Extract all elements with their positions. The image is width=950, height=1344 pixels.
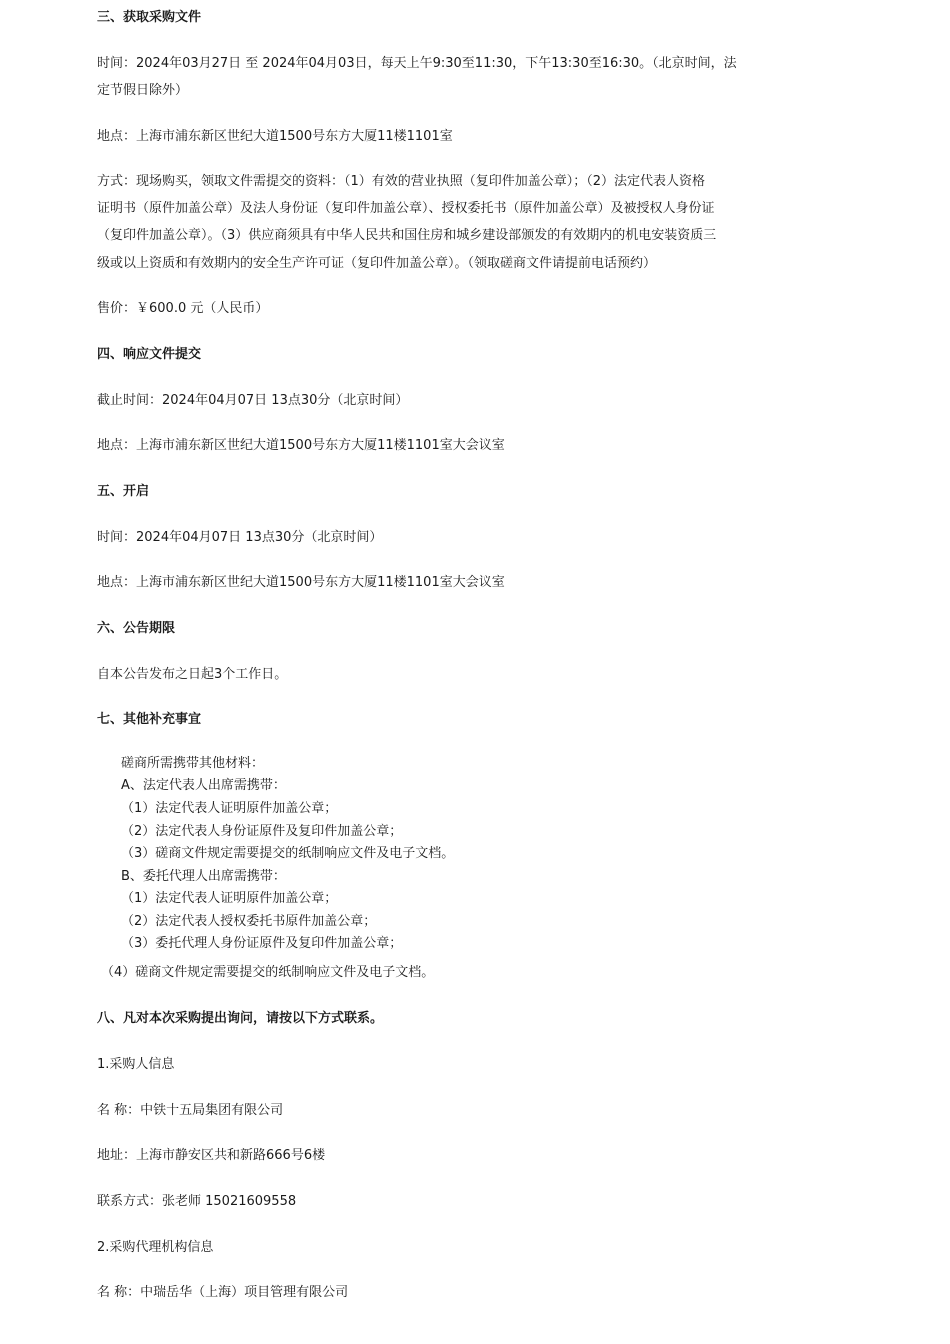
opening-time: 时间：2024年04月07日 13点30分（北京时间） (97, 530, 383, 545)
obtain-method-line-2: 证明书（原件加盖公章）及法人身份证（复印件加盖公章）、授权委托书（原件加盖公章）及被授权人身份证 (97, 201, 715, 216)
other-materials-intro: 磋商所需携带其他材料： (121, 756, 265, 771)
obtain-method-line-4: 级或以上资质和有效期内的安全生产许可证（复印件加盖公章）。（领取磋商文件请提前电话预约） (97, 256, 657, 271)
agent-info-title: 2.采购代理机构信息 (97, 1240, 214, 1255)
document-price: 售价：￥600.0 元（人民币） (97, 301, 269, 316)
agent-name: 名 称：中瑞岳华（上海）项目管理有限公司 (97, 1285, 349, 1300)
legal-rep-item: （2）法定代表人身份证原件及复印件加盖公章； (121, 824, 403, 839)
section-heading-opening: 五、开启 (97, 484, 150, 499)
agent-rep-item: （1）法定代表人证明原件加盖公章； (121, 891, 338, 906)
section-heading-response-submission: 四、响应文件提交 (97, 347, 202, 362)
opening-location: 地点：上海市浦东新区世纪大道1500号东方大厦11楼1101室大会议室 (97, 575, 505, 590)
obtain-time-line-2: 定节假日除外） (97, 83, 189, 98)
obtain-time-line-1: 时间：2024年03月27日 至 2024年04月03日，每天上午9:30至11:30，下午13:30至16:30。（北京时间，法 (97, 56, 737, 71)
agent-rep-item: （4）磋商文件规定需要提交的纸制响应文件及电子文档。 (101, 965, 435, 980)
legal-rep-title: A、法定代表人出席需携带： (121, 778, 286, 793)
agent-rep-item: （2）法定代表人授权委托书原件加盖公章； (121, 914, 377, 929)
obtain-method-line-1: 方式：现场购买，领取文件需提交的资料：（1）有效的营业执照（复印件加盖公章）；（2）法定代表人资格 (97, 174, 706, 189)
agent-rep-title: B、委托代理人出席需携带： (121, 869, 286, 884)
obtain-method-line-3: （复印件加盖公章）。（3）供应商须具有中华人民共和国住房和城乡建设部颁发的有效期内的机电安装资质三 (97, 228, 717, 243)
section-heading-obtain-documents: 三、获取采购文件 (97, 10, 202, 25)
section-heading-announcement-period: 六、公告期限 (97, 621, 176, 636)
section-heading-contact: 八、凡对本次采购提出询问，请按以下方式联系。 (97, 1011, 384, 1026)
announcement-period-text: 自本公告发布之日起3个工作日。 (97, 667, 288, 682)
buyer-info-title: 1.采购人信息 (97, 1057, 175, 1072)
submission-location: 地点：上海市浦东新区世纪大道1500号东方大厦11楼1101室大会议室 (97, 438, 505, 453)
submission-deadline: 截止时间：2024年04月07日 13点30分（北京时间） (97, 393, 409, 408)
buyer-address: 地址：上海市静安区共和新路666号6楼 (97, 1148, 326, 1163)
section-heading-other-matters: 七、其他补充事宜 (97, 712, 202, 727)
buyer-contact: 联系方式：张老师 15021609558 (97, 1194, 297, 1209)
agent-rep-item: （3）委托代理人身份证原件及复印件加盖公章； (121, 936, 403, 951)
legal-rep-item: （3）磋商文件规定需要提交的纸制响应文件及电子文档。 (121, 846, 455, 861)
buyer-name: 名 称：中铁十五局集团有限公司 (97, 1103, 284, 1118)
obtain-location: 地点：上海市浦东新区世纪大道1500号东方大厦11楼1101室 (97, 129, 453, 144)
legal-rep-item: （1）法定代表人证明原件加盖公章； (121, 801, 338, 816)
